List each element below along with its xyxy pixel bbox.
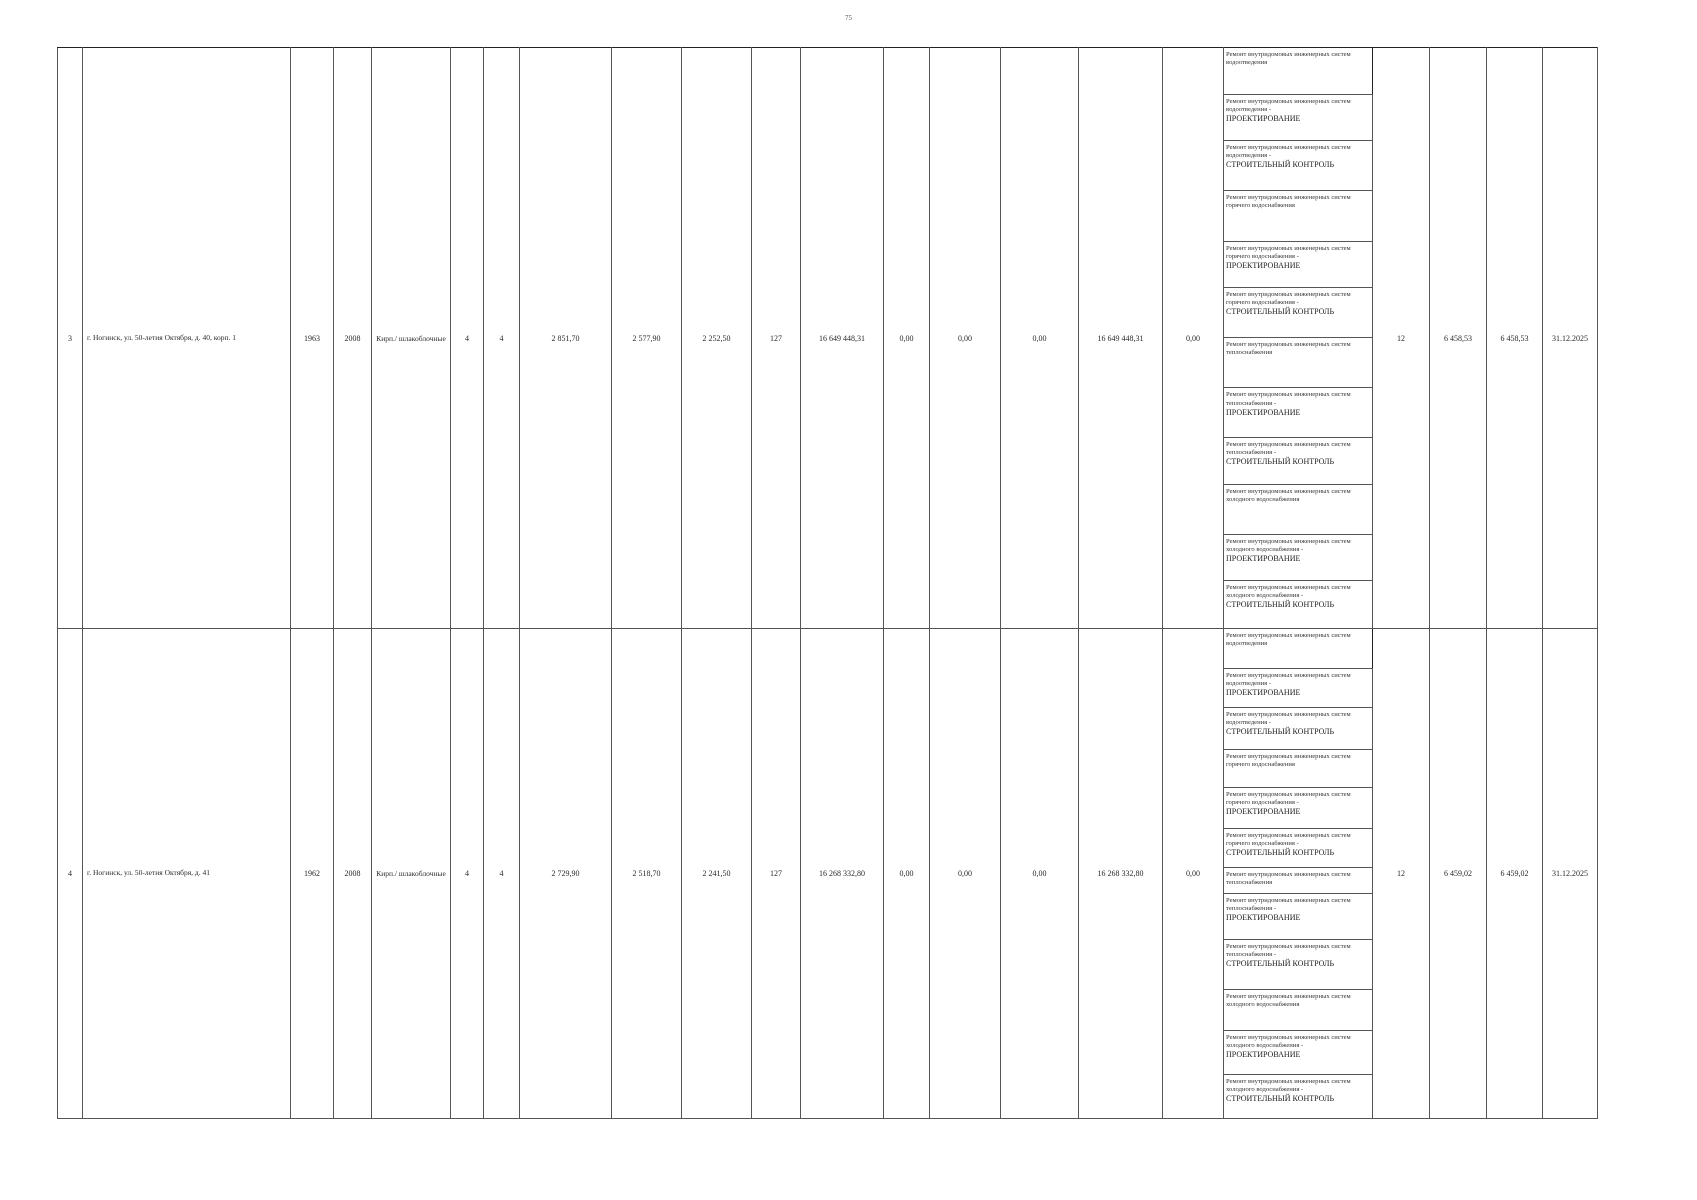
work-type-stage: СТРОИТЕЛЬНЫЙ КОНТРОЛЬ xyxy=(1226,306,1335,316)
other-funds: 0,00 xyxy=(1163,48,1224,629)
page-number: 75 xyxy=(845,14,852,22)
residents-count: 127 xyxy=(752,48,801,629)
work-type-text: Ремонт внутридомовых инженерных систем горячего водоснабжения xyxy=(1226,194,1351,210)
work-type-stage: ПРОЕКТИРОВАНИЕ xyxy=(1226,913,1301,923)
work-type-text: Ремонт внутридомовых инженерных систем горячего водоснабжения - xyxy=(1226,791,1351,807)
work-type-text: Ремонт внутридомовых инженерных систем холодного водоснабжения - xyxy=(1226,538,1351,554)
total-cost: 16 268 332,80 xyxy=(801,629,884,1119)
work-type-text: Ремонт внутридомовых инженерных систем теплоснабжения - xyxy=(1226,440,1351,456)
completion-date: 31.12.2025 xyxy=(1543,48,1598,629)
funding-source-b: 0,00 xyxy=(930,629,1001,1119)
work-type xyxy=(1224,708,1373,750)
work-type-text: Ремонт внутридомовых инженерных систем водоотведения xyxy=(1226,51,1351,67)
work-type xyxy=(1224,48,1373,95)
year-built: 1963 xyxy=(291,48,334,629)
work-units: 12 xyxy=(1373,48,1430,629)
work-type-text: Ремонт внутридомовых инженерных систем водоотведения - xyxy=(1226,711,1351,727)
other-funds: 0,00 xyxy=(1163,629,1224,1119)
address: г. Ногинск, ул. 50-летия Октября, д. 41 xyxy=(83,629,291,1119)
work-type xyxy=(1224,788,1373,829)
work-type-stage: СТРОИТЕЛЬНЫЙ КОНТРОЛЬ xyxy=(1226,727,1335,737)
work-type xyxy=(1224,668,1373,707)
work-type-stage: СТРОИТЕЛЬНЫЙ КОНТРОЛЬ xyxy=(1226,600,1335,610)
work-type-text: Ремонт внутридомовых инженерных систем теплоснабжения xyxy=(1226,341,1351,357)
funding-source-a: 0,00 xyxy=(884,629,930,1119)
unit-cost: 6 458,53 xyxy=(1430,48,1487,629)
work-type-text: Ремонт внутридомовых инженерных систем холодного водоснабжения - xyxy=(1226,584,1351,600)
work-type-stage: СТРОИТЕЛЬНЫЙ КОНТРОЛЬ xyxy=(1226,160,1335,170)
work-type-text: Ремонт внутридомовых инженерных систем водоотведения - xyxy=(1226,98,1351,114)
work-type xyxy=(1224,388,1373,437)
max-unit-cost: 6 458,53 xyxy=(1487,48,1543,629)
work-type xyxy=(1224,338,1373,388)
unit-cost: 6 459,02 xyxy=(1430,629,1487,1119)
work-type xyxy=(1224,191,1373,241)
work-type-stage: СТРОИТЕЛЬНЫЙ КОНТРОЛЬ xyxy=(1226,1094,1335,1104)
entrances-count: 4 xyxy=(484,48,520,629)
work-type-text: Ремонт внутридомовых инженерных систем теплоснабжения - xyxy=(1226,897,1351,913)
year-built: 1962 xyxy=(291,629,334,1119)
funding-source-b: 0,00 xyxy=(930,48,1001,629)
living-area: 2 577,90 xyxy=(612,48,682,629)
funding-source-c: 0,00 xyxy=(1001,629,1079,1119)
work-type-stage: ПРОЕКТИРОВАНИЕ xyxy=(1226,1050,1301,1060)
work-type-stage: ПРОЕКТИРОВАНИЕ xyxy=(1226,687,1301,697)
work-units: 12 xyxy=(1373,629,1430,1119)
table-row xyxy=(58,48,1598,95)
address: г. Ногинск, ул. 50-летия Октября, д. 40, корп. 1 xyxy=(83,48,291,629)
table-body xyxy=(58,48,1598,1119)
work-type-text: Ремонт внутридомовых инженерных систем теплоснабжения xyxy=(1226,871,1351,887)
year-renovation: 2008 xyxy=(334,48,372,629)
total-cost: 16 649 448,31 xyxy=(801,48,884,629)
work-type xyxy=(1224,581,1373,629)
work-type-text: Ремонт внутридомовых инженерных систем холодного водоснабжения - xyxy=(1226,1034,1351,1050)
total-area: 2 729,90 xyxy=(520,629,612,1119)
work-type xyxy=(1224,241,1373,287)
work-type-text: Ремонт внутридомовых инженерных систем водоотведения - xyxy=(1226,144,1351,160)
year-renovation: 2008 xyxy=(334,629,372,1119)
floors-count: 4 xyxy=(451,629,484,1119)
completion-date: 31.12.2025 xyxy=(1543,629,1598,1119)
funding-source-c: 0,00 xyxy=(1001,48,1079,629)
living-area: 2 518,70 xyxy=(612,629,682,1119)
work-type-text: Ремонт внутридомовых инженерных систем горячего водоснабжения - xyxy=(1226,831,1351,847)
owned-area: 2 252,50 xyxy=(682,48,752,629)
work-type xyxy=(1224,141,1373,191)
work-type-stage: ПРОЕКТИРОВАНИЕ xyxy=(1226,260,1301,270)
owners-funds: 16 268 332,80 xyxy=(1079,629,1163,1119)
work-type-text: Ремонт внутридомовых инженерных систем водоотведения xyxy=(1226,632,1351,648)
max-unit-cost: 6 459,02 xyxy=(1487,629,1543,1119)
entrances-count: 4 xyxy=(484,629,520,1119)
work-type xyxy=(1224,868,1373,894)
work-type-text: Ремонт внутридомовых инженерных систем холодного водоснабжения - xyxy=(1226,1078,1351,1094)
work-type xyxy=(1224,1075,1373,1119)
residents-count: 127 xyxy=(752,629,801,1119)
work-type-text: Ремонт внутридомовых инженерных систем теплоснабжения - xyxy=(1226,943,1351,959)
work-type-text: Ремонт внутридомовых инженерных систем водоотведения - xyxy=(1226,671,1351,687)
owners-funds: 16 649 448,31 xyxy=(1079,48,1163,629)
work-type xyxy=(1224,828,1373,867)
work-type-stage: ПРОЕКТИРОВАНИЕ xyxy=(1226,114,1301,124)
floors-count: 4 xyxy=(451,48,484,629)
funding-source-a: 0,00 xyxy=(884,48,930,629)
total-area: 2 851,70 xyxy=(520,48,612,629)
work-type-stage: СТРОИТЕЛЬНЫЙ КОНТРОЛЬ xyxy=(1226,847,1335,857)
work-type xyxy=(1224,894,1373,940)
work-type xyxy=(1224,629,1373,668)
work-type xyxy=(1224,95,1373,141)
work-type xyxy=(1224,287,1373,337)
work-type-stage: ПРОЕКТИРОВАНИЕ xyxy=(1226,554,1301,564)
work-type-text: Ремонт внутридомовых инженерных систем горячего водоснабжения - xyxy=(1226,244,1351,260)
row-number: 4 xyxy=(58,629,83,1119)
work-type-text: Ремонт внутридомовых инженерных систем холодного водоснабжения xyxy=(1226,487,1351,503)
work-type xyxy=(1224,940,1373,989)
owned-area: 2 241,50 xyxy=(682,629,752,1119)
work-type-text: Ремонт внутридомовых инженерных систем теплоснабжения - xyxy=(1226,391,1351,407)
work-type-text: Ремонт внутридомовых инженерных систем горячего водоснабжения - xyxy=(1226,290,1351,306)
work-type xyxy=(1224,989,1373,1031)
table-row xyxy=(58,629,1598,668)
work-type xyxy=(1224,749,1373,787)
wall-material: Кирп./ шлакоблочные xyxy=(372,629,451,1119)
work-type xyxy=(1224,437,1373,484)
work-type-text: Ремонт внутридомовых инженерных систем горячего водоснабжения xyxy=(1226,752,1351,768)
capital-repair-table xyxy=(57,47,1598,1119)
work-type-stage: ПРОЕКТИРОВАНИЕ xyxy=(1226,807,1301,817)
work-type-stage: ПРОЕКТИРОВАНИЕ xyxy=(1226,407,1301,417)
work-type xyxy=(1224,535,1373,581)
work-type xyxy=(1224,1031,1373,1075)
work-type-stage: СТРОИТЕЛЬНЫЙ КОНТРОЛЬ xyxy=(1226,959,1335,969)
work-type xyxy=(1224,484,1373,534)
row-number: 3 xyxy=(58,48,83,629)
work-type-text: Ремонт внутридомовых инженерных систем холодного водоснабжения xyxy=(1226,992,1351,1008)
work-type-stage: СТРОИТЕЛЬНЫЙ КОНТРОЛЬ xyxy=(1226,456,1335,466)
wall-material: Кирп./ шлакоблочные xyxy=(372,48,451,629)
